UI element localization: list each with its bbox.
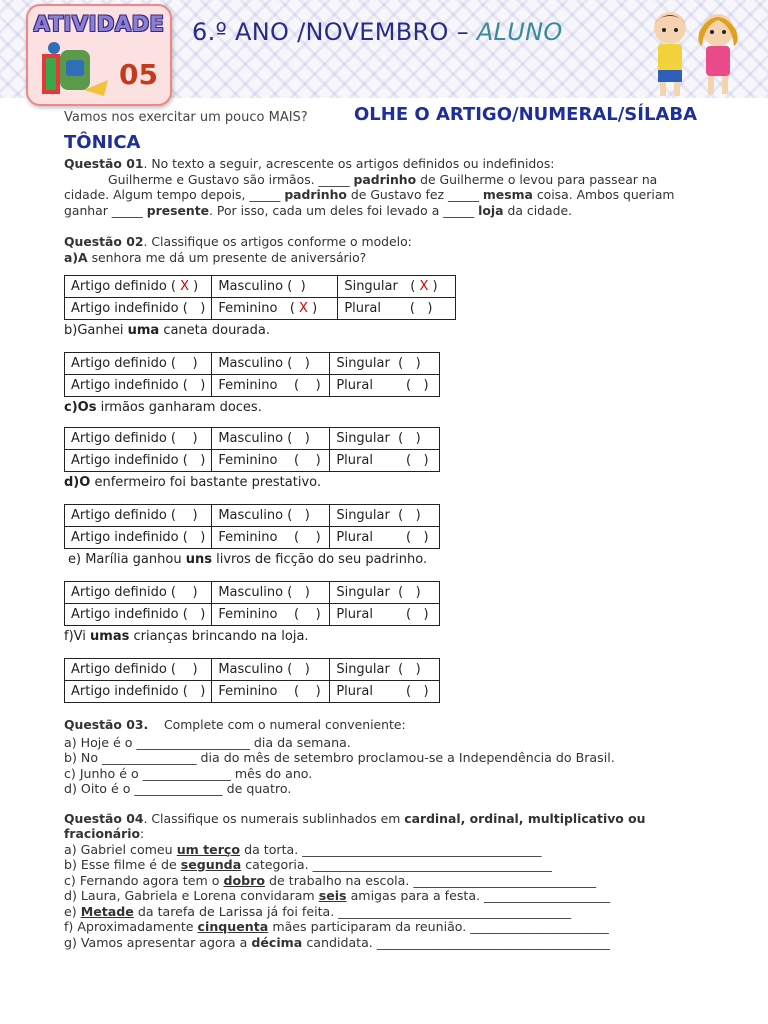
question-03-label: Questão 03.	[64, 717, 149, 732]
text: )	[200, 530, 206, 545]
classify-table-d	[64, 504, 440, 549]
text: Plural	[336, 530, 373, 545]
text: Feminino	[218, 607, 278, 622]
article-word: umas	[90, 629, 130, 644]
text: amigas para a festa. ____________________	[350, 888, 611, 903]
q4-item-a	[64, 842, 724, 858]
cell-plural	[330, 527, 440, 549]
text: )	[423, 378, 429, 393]
bold-numeral: décima	[251, 934, 303, 950]
text: )	[315, 607, 321, 622]
cell-plural	[330, 604, 440, 626]
text: (	[293, 453, 300, 468]
q3-item-b: b) No _______________ dia do mês de setembro proclamou-se a Independência do Brasil.	[64, 750, 615, 765]
text: )	[300, 279, 306, 294]
question-04-prompt	[64, 811, 724, 827]
cell-indefinite	[65, 375, 212, 397]
underlined-numeral: um terço	[176, 841, 241, 857]
question-01-line-3	[64, 203, 724, 219]
question-01-label: Questão 01	[64, 156, 144, 171]
x-mark: X	[419, 279, 429, 294]
text: (	[293, 378, 300, 393]
cell-masculine	[212, 505, 330, 527]
cell-indefinite	[65, 298, 212, 320]
table-row	[65, 450, 440, 472]
question-02-prompt	[64, 234, 724, 250]
text: Plural	[336, 607, 373, 622]
cell-singular	[330, 428, 440, 450]
text: e)	[64, 903, 77, 919]
cell-singular	[330, 659, 440, 681]
text: enfermeiro foi bastante prestativo.	[94, 475, 322, 490]
table-row	[65, 527, 440, 549]
intro-topic-continued: TÔNICA	[64, 132, 141, 153]
item-a-article: a)A	[64, 249, 88, 265]
cell-feminine	[212, 375, 330, 397]
text: )	[423, 453, 429, 468]
underlined-numeral: seis	[318, 888, 347, 903]
text: Artigo definido (	[71, 356, 176, 371]
classify-table-f	[64, 658, 440, 703]
text: Masculino (	[218, 431, 293, 446]
text: Singular	[336, 508, 390, 523]
text: (	[409, 301, 415, 316]
text: )	[415, 431, 421, 446]
text: de Gustavo fez _____	[350, 187, 479, 202]
page-title	[192, 18, 563, 46]
text: )	[304, 356, 310, 371]
q4-item-f	[64, 919, 724, 935]
text: )	[423, 530, 429, 545]
text: )	[415, 662, 421, 677]
text: livros de ficção do seu padrinho.	[216, 552, 428, 567]
table-row	[65, 505, 440, 527]
bold-word: loja	[478, 202, 504, 218]
text: Artigo indefinido (	[71, 530, 188, 545]
item-a-text: senhora me dá um presente de aniversário?	[91, 249, 367, 265]
cell-feminine	[212, 681, 330, 703]
text: (	[406, 378, 412, 393]
text: de Guilherme o levou para passear na	[420, 171, 658, 187]
cell-singular	[330, 505, 440, 527]
bold-word: padrinho	[353, 171, 417, 187]
intro-line	[64, 104, 724, 126]
text: Singular	[336, 431, 390, 446]
text: cidade. Algum tempo depois, _____	[64, 187, 281, 202]
text: )	[427, 301, 433, 316]
article-word: uma	[127, 323, 160, 338]
text: )	[315, 453, 321, 468]
item-a	[64, 250, 724, 266]
text: Artigo indefinido (	[71, 301, 188, 316]
text: )	[304, 431, 310, 446]
text: )	[304, 585, 310, 600]
text: :	[140, 826, 145, 841]
text: )	[415, 356, 421, 371]
cell-plural	[330, 450, 440, 472]
text: )	[192, 662, 198, 677]
article-word: d)O	[64, 475, 91, 490]
title-accent: ALUNO	[476, 18, 563, 46]
cell-definite	[65, 505, 212, 527]
text: f) Aproximadamente	[64, 919, 194, 934]
underlined-numeral: Metade	[80, 903, 134, 919]
classify-table-b	[64, 352, 440, 397]
text: )	[315, 530, 321, 545]
cell-definite	[65, 582, 212, 604]
text: Plural	[344, 301, 381, 316]
cell-indefinite	[65, 681, 212, 703]
question-01-line-2	[64, 187, 724, 203]
article-word: c)Os	[64, 400, 97, 415]
table-row	[65, 604, 440, 626]
text: (	[410, 279, 416, 294]
classify-table-e	[64, 581, 440, 626]
text: (	[398, 431, 404, 446]
cell-feminine	[212, 298, 338, 320]
cell-definite	[65, 353, 212, 375]
text: Feminino	[218, 530, 278, 545]
text: . Por isso, cada um deles foi levado a _____	[209, 202, 475, 218]
text: Artigo definido (	[71, 508, 176, 523]
text: )	[312, 301, 318, 316]
bold-word: mesma	[482, 187, 533, 202]
question-01-prompt	[64, 156, 724, 172]
text: Feminino	[218, 301, 278, 316]
text: Feminino	[218, 684, 278, 699]
q3-item-d: d) Oito é o ______________ de quatro.	[64, 781, 292, 796]
badge-number: 05	[119, 58, 158, 91]
text: )	[415, 585, 421, 600]
bold-word: cardinal, ordinal, multiplicativo ou	[404, 810, 646, 826]
question-03-prompt	[64, 717, 724, 733]
text: Artigo indefinido (	[71, 607, 188, 622]
cell-singular	[338, 276, 456, 298]
text: da torta. ______________________________________	[244, 841, 542, 857]
text: irmãos ganharam doces.	[100, 400, 262, 415]
text: (	[398, 585, 404, 600]
text: crianças brincando na loja.	[133, 629, 309, 644]
intro-topic: OLHE O ARTIGO/NUMERAL/SÍLABA	[354, 104, 698, 125]
table-row	[65, 276, 456, 298]
cell-definite	[65, 659, 212, 681]
text: )	[192, 508, 198, 523]
text: Singular	[344, 279, 398, 294]
text: Artigo definido (	[71, 431, 176, 446]
item-f	[64, 629, 724, 644]
text: f)Vi	[64, 629, 86, 644]
text: Plural	[336, 684, 373, 699]
text: e) Marília ganhou	[68, 552, 182, 567]
cell-singular	[330, 582, 440, 604]
text: Artigo indefinido (	[71, 684, 188, 699]
text: . Classifique os numerais sublinhados em	[143, 810, 401, 826]
underlined-numeral: cinquenta	[197, 919, 269, 934]
text: Feminino	[218, 453, 278, 468]
text: )	[315, 378, 321, 393]
cell-feminine	[212, 527, 330, 549]
table-row	[65, 353, 440, 375]
text: )	[304, 508, 310, 523]
item-c	[64, 400, 724, 415]
activity-badge	[26, 4, 172, 106]
text: b)Ganhei	[64, 323, 124, 338]
underlined-numeral: dobro	[223, 872, 266, 888]
cell-masculine	[212, 276, 338, 298]
text: mães participaram da reunião. ______________________	[272, 919, 609, 934]
badge-title: ATIVIDADE	[33, 12, 165, 36]
x-mark: X	[180, 279, 190, 294]
table-row	[65, 298, 456, 320]
intro-lead: Vamos nos exercitar um pouco MAIS?	[64, 110, 308, 125]
text: candidata. _____________________________________	[306, 934, 610, 950]
title-main: 6.º ANO /NOVEMBRO –	[192, 18, 469, 46]
bold-word: fracionário	[64, 826, 141, 841]
cell-masculine	[212, 582, 330, 604]
table-row	[65, 428, 440, 450]
text: (	[398, 356, 404, 371]
q4-item-b	[64, 857, 724, 873]
text: )	[304, 662, 310, 677]
text: )	[423, 684, 429, 699]
question-02-label: Questão 02	[64, 234, 144, 249]
q4-item-g	[64, 935, 724, 951]
item-e	[64, 552, 724, 567]
text: (	[406, 684, 412, 699]
cell-plural	[338, 298, 456, 320]
x-mark: X	[299, 301, 308, 316]
school-supplies-icon	[38, 40, 118, 100]
cell-feminine	[212, 604, 330, 626]
text: Singular	[336, 585, 390, 600]
cell-masculine	[212, 428, 330, 450]
cell-plural	[330, 375, 440, 397]
text: (	[406, 607, 412, 622]
cell-masculine	[212, 659, 330, 681]
q4-item-e	[64, 904, 724, 920]
kids-illustration	[640, 6, 748, 102]
underlined-numeral: segunda	[180, 857, 242, 872]
cell-singular	[330, 353, 440, 375]
text: )	[432, 279, 438, 294]
bold-word: presente	[146, 202, 210, 218]
model-table	[64, 275, 456, 320]
cell-indefinite	[65, 604, 212, 626]
q4-item-d	[64, 888, 724, 904]
cell-plural	[330, 681, 440, 703]
text: Masculino (	[218, 662, 293, 677]
text: Artigo definido (	[71, 662, 176, 677]
text: b) Esse filme é de	[64, 857, 177, 872]
text: )	[192, 431, 198, 446]
text: d) Laura, Gabriela e Lorena convidaram	[64, 888, 315, 903]
text: da tarefa de Larissa já foi feita. _____________________________________	[137, 903, 572, 919]
q4-item-c	[64, 873, 724, 889]
text: (	[406, 530, 412, 545]
item-d	[64, 475, 724, 490]
text: (	[406, 453, 412, 468]
text: )	[193, 279, 199, 294]
text: (	[293, 684, 300, 699]
question-01-line-1	[64, 172, 724, 188]
text: (	[293, 607, 300, 622]
text: categoria. ______________________________________	[245, 857, 552, 872]
text: Feminino	[218, 378, 278, 393]
question-04-prompt-cont	[64, 826, 724, 842]
text: Masculino (	[218, 279, 293, 294]
text: )	[415, 508, 421, 523]
text: Artigo indefinido (	[71, 378, 188, 393]
text: Masculino (	[218, 508, 293, 523]
text: )	[192, 356, 198, 371]
worksheet-content	[64, 104, 724, 950]
question-03-text: Complete com o numeral conveniente:	[163, 717, 406, 732]
text: (	[293, 530, 300, 545]
table-row	[65, 659, 440, 681]
text: (	[289, 301, 295, 316]
question-02-text: . Classifique os artigos conforme o modelo:	[143, 234, 412, 249]
text: )	[315, 684, 321, 699]
text: (	[398, 508, 404, 523]
q3-item-a: a) Hoje é o __________________ dia da semana.	[64, 734, 351, 750]
text: Masculino (	[218, 356, 293, 371]
cell-indefinite	[65, 527, 212, 549]
question-01-text: . No texto a seguir, acrescente os artigos definidos ou indefinidos:	[143, 156, 555, 171]
text: coisa. Ambos queriam	[536, 187, 675, 202]
text: a) Gabriel comeu	[64, 841, 173, 857]
bold-word: padrinho	[284, 187, 347, 202]
table-row	[65, 375, 440, 397]
text: Plural	[336, 378, 373, 393]
text: c) Fernando agora tem o	[64, 872, 220, 888]
article-word: uns	[185, 552, 212, 567]
text: Guilherme e Gustavo são irmãos. _____	[108, 171, 350, 187]
text: de trabalho na escola. _____________________________	[269, 872, 596, 888]
text: ganhar _____	[64, 202, 143, 218]
classify-table-c	[64, 427, 440, 472]
text: Artigo indefinido (	[71, 453, 188, 468]
text: Singular	[336, 662, 390, 677]
text: )	[192, 585, 198, 600]
q3-item-c: c) Junho é o ______________ mês do ano.	[64, 765, 313, 781]
text: )	[200, 301, 206, 316]
text: caneta dourada.	[163, 323, 270, 338]
item-b	[64, 323, 724, 338]
text: Artigo definido (	[71, 279, 176, 294]
cell-definite	[65, 276, 212, 298]
text: Plural	[336, 453, 373, 468]
text: )	[200, 453, 206, 468]
cell-feminine	[212, 450, 330, 472]
text: da cidade.	[507, 202, 573, 218]
text: )	[200, 607, 206, 622]
text: )	[200, 684, 206, 699]
table-row	[65, 582, 440, 604]
table-row	[65, 681, 440, 703]
text: Artigo definido (	[71, 585, 176, 600]
text: )	[423, 607, 429, 622]
cell-indefinite	[65, 450, 212, 472]
text: Masculino (	[218, 585, 293, 600]
question-04-label: Questão 04	[64, 810, 144, 826]
text: g) Vamos apresentar agora a	[64, 934, 248, 950]
text: Singular	[336, 356, 390, 371]
text: (	[398, 662, 404, 677]
text: )	[200, 378, 206, 393]
cell-definite	[65, 428, 212, 450]
cell-masculine	[212, 353, 330, 375]
